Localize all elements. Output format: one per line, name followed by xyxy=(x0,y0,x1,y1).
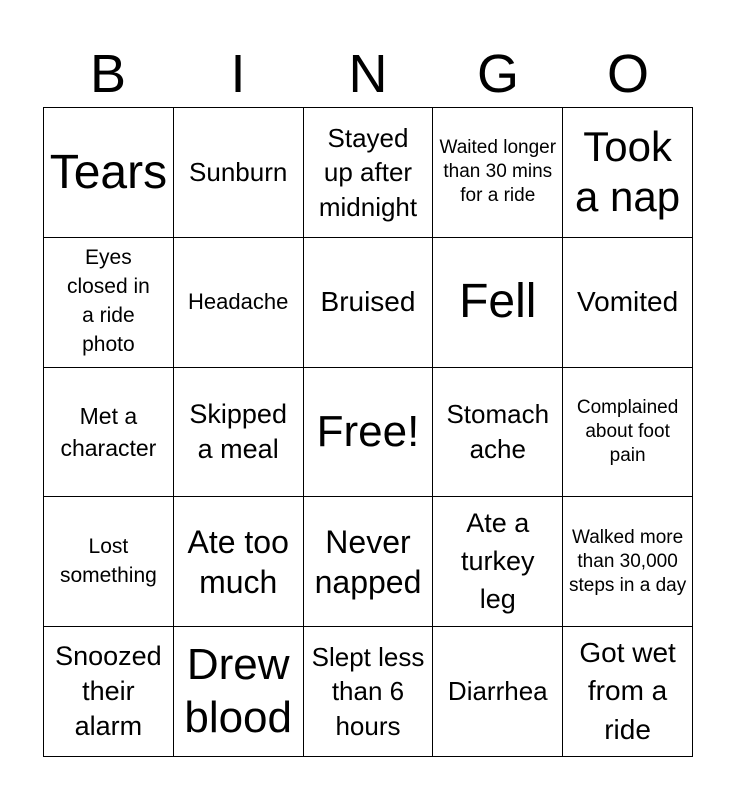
cell-text: Sunburn xyxy=(189,157,288,188)
cell-text: Ate a turkey leg xyxy=(461,508,535,614)
bingo-cell[interactable] xyxy=(174,497,304,627)
header-letter-n: N xyxy=(348,44,388,104)
bingo-cell[interactable] xyxy=(44,238,174,368)
cell-text: Skipped a meal xyxy=(189,398,287,464)
cell-text: Eyes closed in a ride photo xyxy=(66,246,150,357)
bingo-cell[interactable] xyxy=(174,238,304,368)
bingo-cell[interactable] xyxy=(304,497,434,627)
bingo-cell[interactable] xyxy=(174,627,304,757)
header-letter-i: I xyxy=(230,44,246,104)
cell-text: Tears xyxy=(49,145,168,199)
cell-text: Lost something xyxy=(59,535,157,587)
bingo-cell[interactable] xyxy=(433,627,563,757)
cell-text: Snoozed their alarm xyxy=(55,640,162,742)
bingo-cell[interactable] xyxy=(174,368,304,498)
bingo-cell[interactable] xyxy=(433,368,563,498)
bingo-cell[interactable] xyxy=(563,497,693,627)
bingo-cell[interactable] xyxy=(304,108,434,238)
bingo-cell[interactable] xyxy=(304,238,434,368)
bingo-cell[interactable] xyxy=(433,238,563,368)
bingo-cell[interactable] xyxy=(563,368,693,498)
bingo-cell[interactable] xyxy=(174,108,304,238)
cell-text: Got wet from a ride xyxy=(579,636,676,745)
cell-text: Complained about foot pain xyxy=(576,397,679,466)
cell-text: Met a character xyxy=(60,402,157,461)
cell-text: Ate too much xyxy=(187,523,289,600)
cell-text: Drew blood xyxy=(184,639,293,742)
bingo-cell[interactable] xyxy=(433,108,563,238)
bingo-cell[interactable] xyxy=(304,627,434,757)
cell-text: Stomach ache xyxy=(446,399,550,464)
cell-text: Stayed up after midnight xyxy=(318,122,418,222)
bingo-cell[interactable] xyxy=(44,108,174,238)
cell-text: Took a nap xyxy=(575,123,681,221)
cell-text: Vomited xyxy=(577,286,679,317)
bingo-cell[interactable] xyxy=(433,497,563,627)
cell-text: Bruised xyxy=(320,286,416,317)
cell-text: Headache xyxy=(188,288,289,314)
bingo-cell[interactable] xyxy=(44,627,174,757)
bingo-cell[interactable] xyxy=(563,108,693,238)
free-space-text: Free! xyxy=(316,406,420,456)
bingo-cell[interactable] xyxy=(44,497,174,627)
cell-text: Slept less than 6 hours xyxy=(311,641,425,741)
cell-text: Diarrhea xyxy=(447,676,548,707)
header-letter-g: G xyxy=(476,44,519,104)
bingo-cell free-cell[interactable] xyxy=(304,368,434,498)
cell-text: Waited longer than 30 mins for a ride xyxy=(439,137,557,207)
cell-text: Walked more than 30,000 steps in a day xyxy=(568,526,687,596)
bingo-cell[interactable] xyxy=(563,238,693,368)
header-letter-b: B xyxy=(89,44,127,104)
header-letter-o: O xyxy=(606,44,649,104)
bingo-header xyxy=(43,40,693,108)
bingo-cell[interactable] xyxy=(44,368,174,498)
cell-text: Never napped xyxy=(314,523,422,600)
bingo-cell[interactable] xyxy=(563,627,693,757)
cell-text: Fell xyxy=(459,275,537,329)
bingo-board xyxy=(43,107,693,757)
